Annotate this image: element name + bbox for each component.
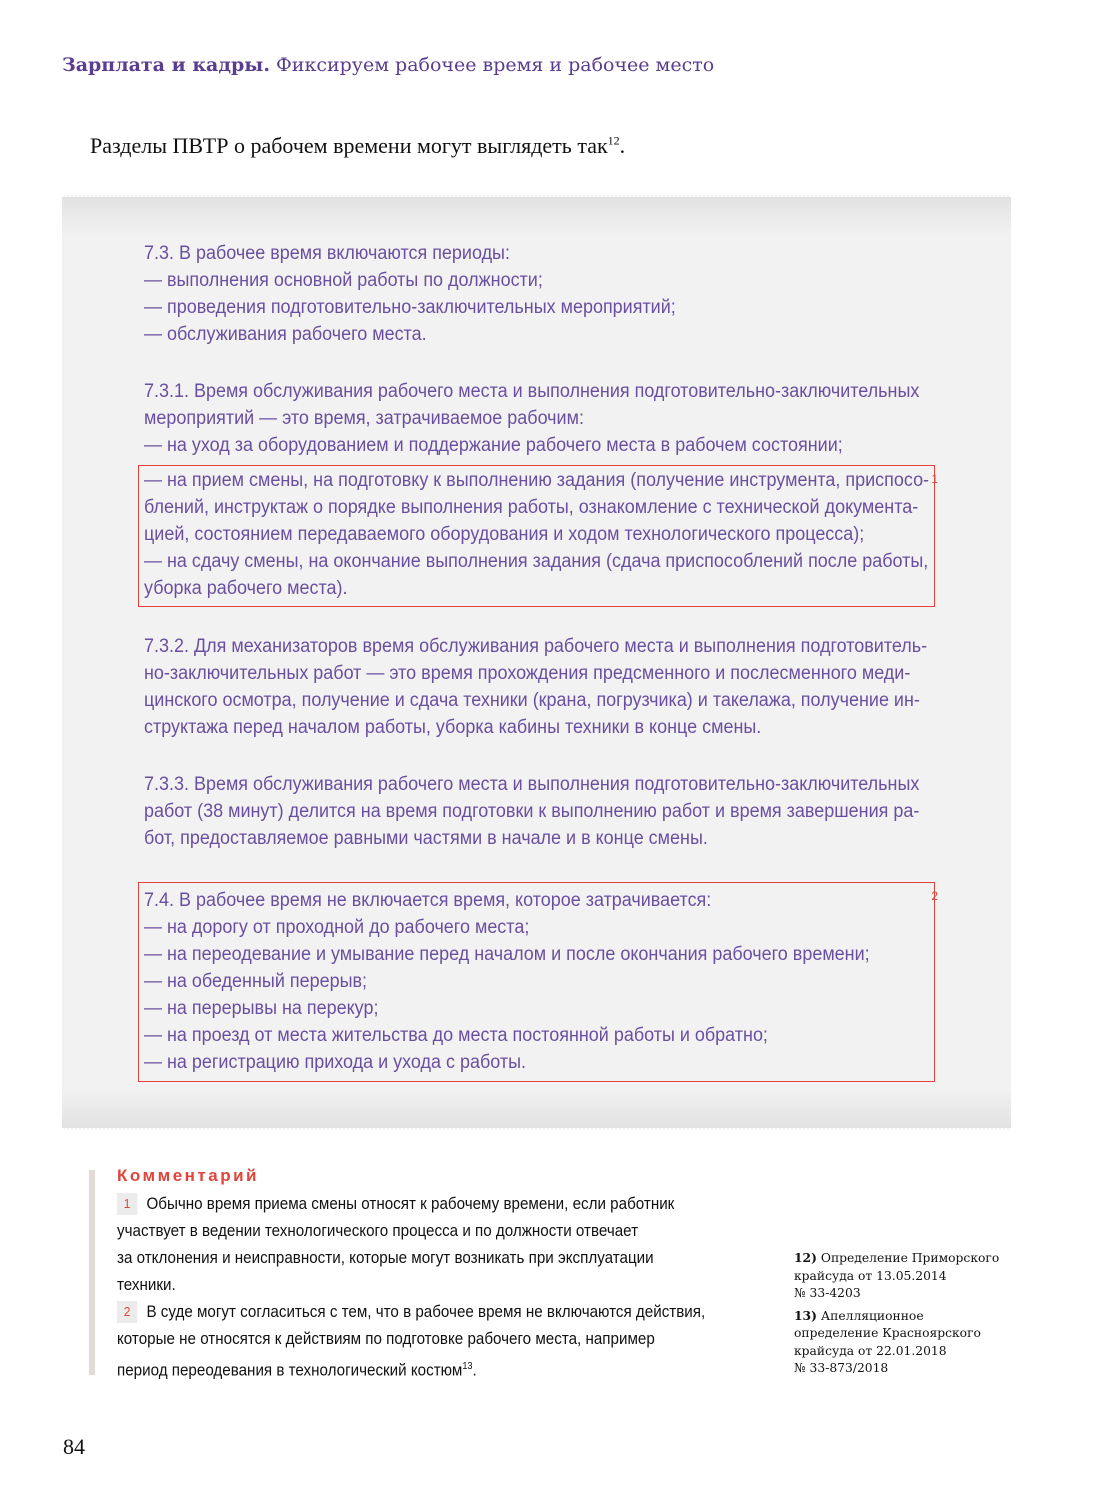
text-line: 7.4. В рабочее время не включается время, которое затрачивается:: [144, 890, 712, 911]
paragraph-7-3: [144, 240, 706, 348]
footnote-number: 13): [794, 1307, 817, 1323]
comment-line: [117, 1353, 705, 1380]
text-line: — на сдачу смены, на окончание выполнения задания (сдача приспособлений после работы,: [144, 551, 929, 572]
footnotes: [794, 1249, 999, 1382]
text-line: бот, предоставляемое равными частями в начале и в конце смены.: [144, 828, 708, 849]
text-line: цинского осмотра, получение и сдача техники (крана, погрузчика) и такелажа, получение ин-: [144, 690, 920, 711]
footnote-text: крайсуда от 22.01.2018: [794, 1343, 947, 1358]
footnote-ref: 13: [462, 1361, 473, 1372]
footnote-text: Определение Приморского: [820, 1251, 1000, 1265]
text-line: цией, состоянием передаваемого оборудования и ходом технологического процесса);: [144, 524, 865, 545]
paragraph-7-3-2: [144, 633, 972, 741]
footnote-text: № 33-873/2018: [794, 1361, 889, 1375]
paragraph-7-3-1: [144, 378, 964, 459]
chapter-title: Фиксируем рабочее время и рабочее место: [276, 54, 715, 76]
comment-title: Комментарий: [117, 1166, 259, 1185]
highlight-marker: 1: [931, 472, 938, 486]
text-line: работ (38 минут) делится на время подготовки к выполнению работ и время завершения ра-: [144, 801, 920, 822]
footnote-text: определение Красноярского: [794, 1326, 981, 1340]
text-line: — на обеденный перерыв;: [144, 971, 368, 992]
comment-end: .: [472, 1361, 477, 1380]
comment-line: [117, 1191, 705, 1218]
comment-bar: [89, 1170, 95, 1375]
footnote-text: крайсуда от 13.05.2014: [794, 1268, 947, 1283]
text-line: — на регистрацию прихода и ухода с работы.: [144, 1052, 527, 1073]
text-line: 7.3.2. Для механизаторов время обслуживания рабочего места и выполнения подготовитель-: [144, 636, 928, 657]
text-line: — на уход за оборудованием и поддержание рабочего места в рабочем состоянии;: [144, 435, 843, 456]
text-line: — на прием смены, на подготовку к выполнению задания (получение инструмента, приспосо-: [144, 470, 930, 491]
comment-number-badge: 2: [117, 1301, 137, 1323]
text-line: — проведения подготовительно-заключительных мероприятий;: [144, 297, 676, 318]
comment-line: участвует в ведении технологического процесса и по должности отвечает: [117, 1222, 639, 1240]
comment-line: [117, 1299, 705, 1326]
section-name: Зарплата и кадры.: [62, 54, 270, 76]
running-header: [62, 54, 714, 76]
intro-text: [90, 133, 625, 159]
paragraph-7-4: [144, 887, 911, 1076]
intro-end: .: [619, 133, 626, 158]
text-line: 7.3.3. Время обслуживания рабочего места и выполнения подготовительно-заключительных: [144, 774, 920, 795]
text-line: уборка рабочего места).: [144, 578, 348, 599]
footnote-12: [794, 1249, 999, 1303]
footnote-13: [794, 1307, 999, 1378]
footnote-text: № 33-4203: [794, 1286, 861, 1300]
comment-text: В суде могут согласиться с тем, что в рабочее время не включаются действия,: [146, 1303, 706, 1321]
comment-number-badge: 1: [117, 1193, 137, 1215]
text-line: мероприятий — это время, затрачиваемое рабочим:: [144, 408, 584, 429]
text-line: структажа перед началом работы, уборка кабины техники в конце смены.: [144, 717, 762, 738]
text-line: 7.3. В рабочее время включаются периоды:: [144, 243, 510, 264]
highlight-marker: 2: [931, 889, 938, 903]
page-number: 84: [63, 1434, 85, 1459]
comment-text: период переодевания в технологический костюм: [117, 1361, 463, 1380]
text-line: 7.3.1. Время обслуживания рабочего места и выполнения подготовительно-заключительных: [144, 381, 920, 402]
comment-text: Обычно время приема смены относят к рабочему времени, если работник: [146, 1195, 675, 1213]
text-line: — обслуживания рабочего места.: [144, 324, 427, 345]
text-line: — на переодевание и умывание перед началом и после окончания рабочего времени;: [144, 944, 870, 965]
text-line: — на перерывы на перекур;: [144, 998, 379, 1019]
text-line: но-заключительных работ — это время прохождения предсменного и послесменного меди-: [144, 663, 911, 684]
text-line: блений, инструктаж о порядке выполнения работы, ознакомление с технической документа-: [144, 497, 919, 518]
text-line: — на проезд от места жительства до места постоянной работы и обратно;: [144, 1025, 768, 1046]
paragraph-7-3-3: [144, 771, 964, 852]
footnote-ref: 12: [607, 133, 620, 148]
paragraph-7-3-1-highlighted: [144, 467, 974, 602]
intro-body: Разделы ПВТР о рабочем времени могут выглядеть так: [90, 133, 608, 158]
comment-body: [117, 1191, 756, 1380]
comment-line: техники.: [117, 1276, 176, 1294]
footnote-text: Апелляционное: [820, 1308, 924, 1323]
text-line: — выполнения основной работы по должности;: [144, 270, 543, 291]
footnote-number: 12): [794, 1250, 817, 1265]
text-line: — на дорогу от проходной до рабочего места;: [144, 917, 530, 938]
comment-line: которые не относятся к действиям по подготовке рабочего места, например: [117, 1330, 655, 1348]
comment-line: за отклонения и неисправности, которые могут возникать при эксплуатации: [117, 1249, 654, 1267]
